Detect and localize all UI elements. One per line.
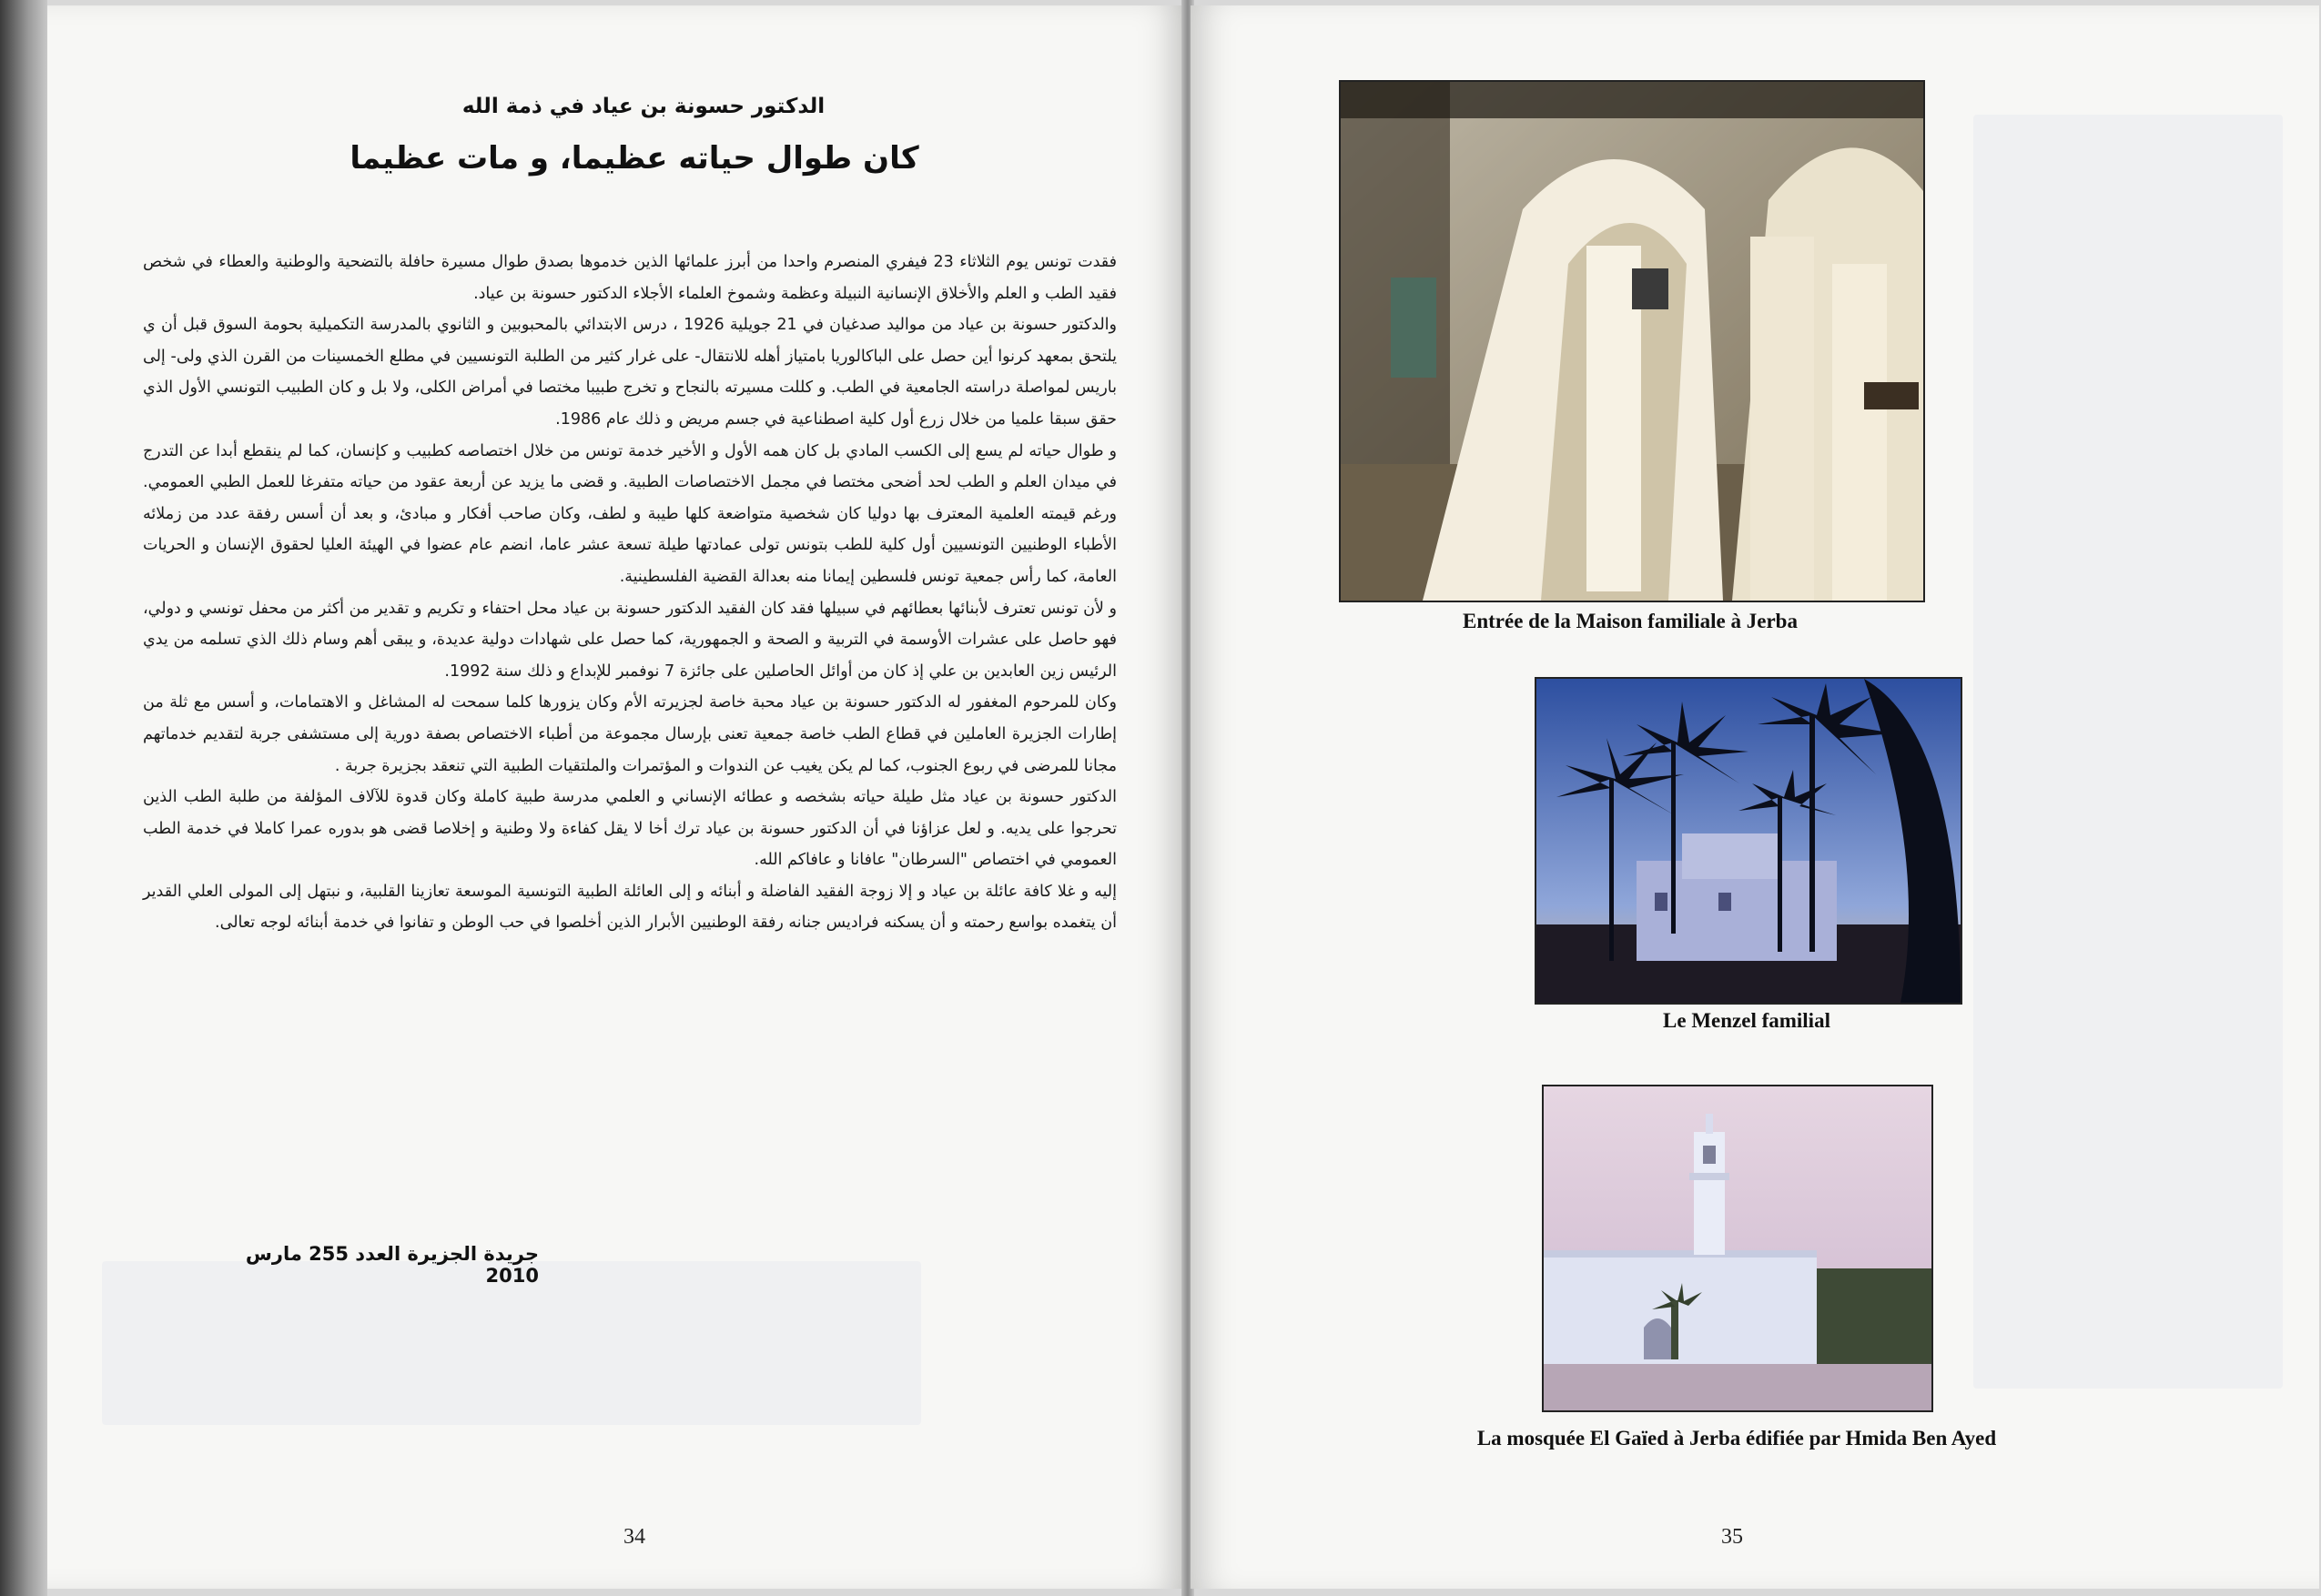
photo-caption: La mosquée El Gaïed à Jerba édifiée par Hmida Ben Ayed [1476,1427,1997,1450]
article-paragraph-3: و طوال حياته لم يسع إلى الكسب المادي بل كان همه الأول و الأخير خدمة تونس من خلال اختصاصه كطبيب و كإنسان، كما لم ينقطع أبدا عن التدرج في ميدان العلم و الطب لحد أضحى مختصا في مجمل الاختصاصات الطبية. و قضى ما يزيد عن أربعة عقود من حياته متفرغا للعمل الطبي العمومي. ورغم قيمته العلمية المعترف بها دوليا كان شخصية متواضعة كلها طيبة و لطف، وكان صاحب أفكار و مبادئ، و بعد أن أسس رفقة عدد من زملائه الأطباء الوطنيين التونسيين أول كلية للطب بتونس تولى عمادتها طيلة تسعة عشر عاما، انضم عام عضوا في الهيئة العليا لحقوق الإنسان و الحريات العامة، كما رأس جمعية تونس فلسطين إيمانا منه بعدالة القضية الفلسطينية. [143,441,1117,586]
article-paragraph-4: و لأن تونس تعترف لأبنائها بعطائهم في سبيلها فقد كان الفقيد الدكتور حسونة بن عياد محل احتفاء و تكريم و تقدير من أكثر من محفل تونسي و دولي، فهو حاصل على عشرات الأوسمة في التربية و الصحة و الجمهورية، كما حصل على شهادات دولية عديدة، و يبقى أهم وسام ذلك الذي تسلمه من يدي الرئيس زين العابدين بن علي إذ كان من أوائل الحاصلين على جائزة 7 نوفمبر للإبداع و ذلك سنة 1992. [143,599,1117,681]
page-number-left: 34 [623,1525,645,1549]
photo-family-house-entrance [1339,80,1925,602]
page-right [1191,5,2319,1589]
article-source: جريدة الجزيرة العدد 255 مارس 2010 [245,1243,539,1287]
article-kicker: الدكتور حسونة بن عياد في ذمة الله [461,95,826,118]
page-left [47,5,1185,1589]
article-paragraph-7: إليه و غلا كافة عائلة بن عياد و إلا زوجة الفقيد الفاضلة و أبنائه و إلى العائلة الطبية التونسية الموسعة تعازينا القلبية، و نبتهل إلى المولى العلي القدير أن يتغمده بواسع رحمته و أن يسكنه فراديس جنانه رفقة الوطنيين الأبرار الذين أخلصوا في حب الوطن و تفانوا في خدمة أبنائه لوجه تعالى. [143,882,1117,933]
show-through-shadow [1973,115,2283,1389]
article-paragraph-2: والدكتور حسونة بن عياد من مواليد صدغيان في 21 جويلية 1926 ، درس الابتدائي بالمحبوبين و الثانوي بالمدرسة التكميلية بحومة السوق قبل أن ي يلتحق بمعهد كرنوا أين حصل على الباكالوريا بامتياز أهله للانتقال- على غرار كثير من الطلبة التونسيين في مطلع الخمسينات من القرن الذي ولى- إلى باريس لمواصلة دراسته الجامعية في الطب. و كللت مسيرته بالنجاح و تخرج طبيبا مختصا في أمراض الكلى، ولا بل و كان الطبيب التونسي الأول الذي حقق سبقا علميا من خلال زرع أول كلية اصطناعية في جسم مريض و ذلك عام 1986. [143,316,1117,429]
book-edge [0,0,47,1596]
photo-family-menzel [1535,677,1962,1005]
page-number-right: 35 [1721,1525,1743,1549]
article-title: كان طوال حياته عظيما، و مات عظيما [350,140,919,177]
photo-caption: Le Menzel familial [1663,1009,1830,1032]
photo-caption: Entrée de la Maison familiale à Jerba [1463,610,1798,632]
article-paragraph-6: الدكتور حسونة بن عياد مثل طيلة حياته بشخصه و عطائه الإنساني و العلمي مدرسة طبية كاملة وكان قدوة للآلاف المؤلفة من طلبة الطب الذين تحرجوا على يديه. و لعل عزاؤنا في أن الدكتور حسونة بن عياد ترك أخا لا يقل كفاءة ولا وطنية و إخلاصا قضى هو بدوره عمرا كاملا في خدمة الطب العمومي في اختصاص "السرطان" عافانا و عافاكم الله. [143,788,1117,870]
photo-el-gaied-mosque [1542,1085,1933,1412]
article-paragraph-5: وكان للمرحوم المغفور له الدكتور حسونة بن عياد محبة خاصة لجزيرته الأم وكان يزورها كلما سمحت له المشاغل و الاهتمامات، و أسس مع ثلة من إطارات الجزيرة العاملين في قطاع الطب خاصة جمعية تعنى بإرسال مجموعة من أطباء الاختصاص بصفة دورية إلى مستشفى جربة لتقديم خدماتهم مجانا للمرضى في ربوع الجنوب، كما لم يكن يغيب عن الندوات و المؤتمرات والملتقيات الطبية التي تنعقد بجزيرة جربة . [143,693,1117,775]
article-body [143,247,1117,939]
article-paragraph-1: فقدت تونس يوم الثلاثاء 23 فيفري المنصرم واحدا من أبرز علمائها الذين خدموها بصدق طوال مسيرة حافلة بالتضحية والوطنية والعطاء في شخص فقيد الطب و العلم والأخلاق الإنسانية النبيلة وعظمة وشموخ العلماء الأجلاء الدكتور حسونة بن عياد. [143,253,1117,303]
